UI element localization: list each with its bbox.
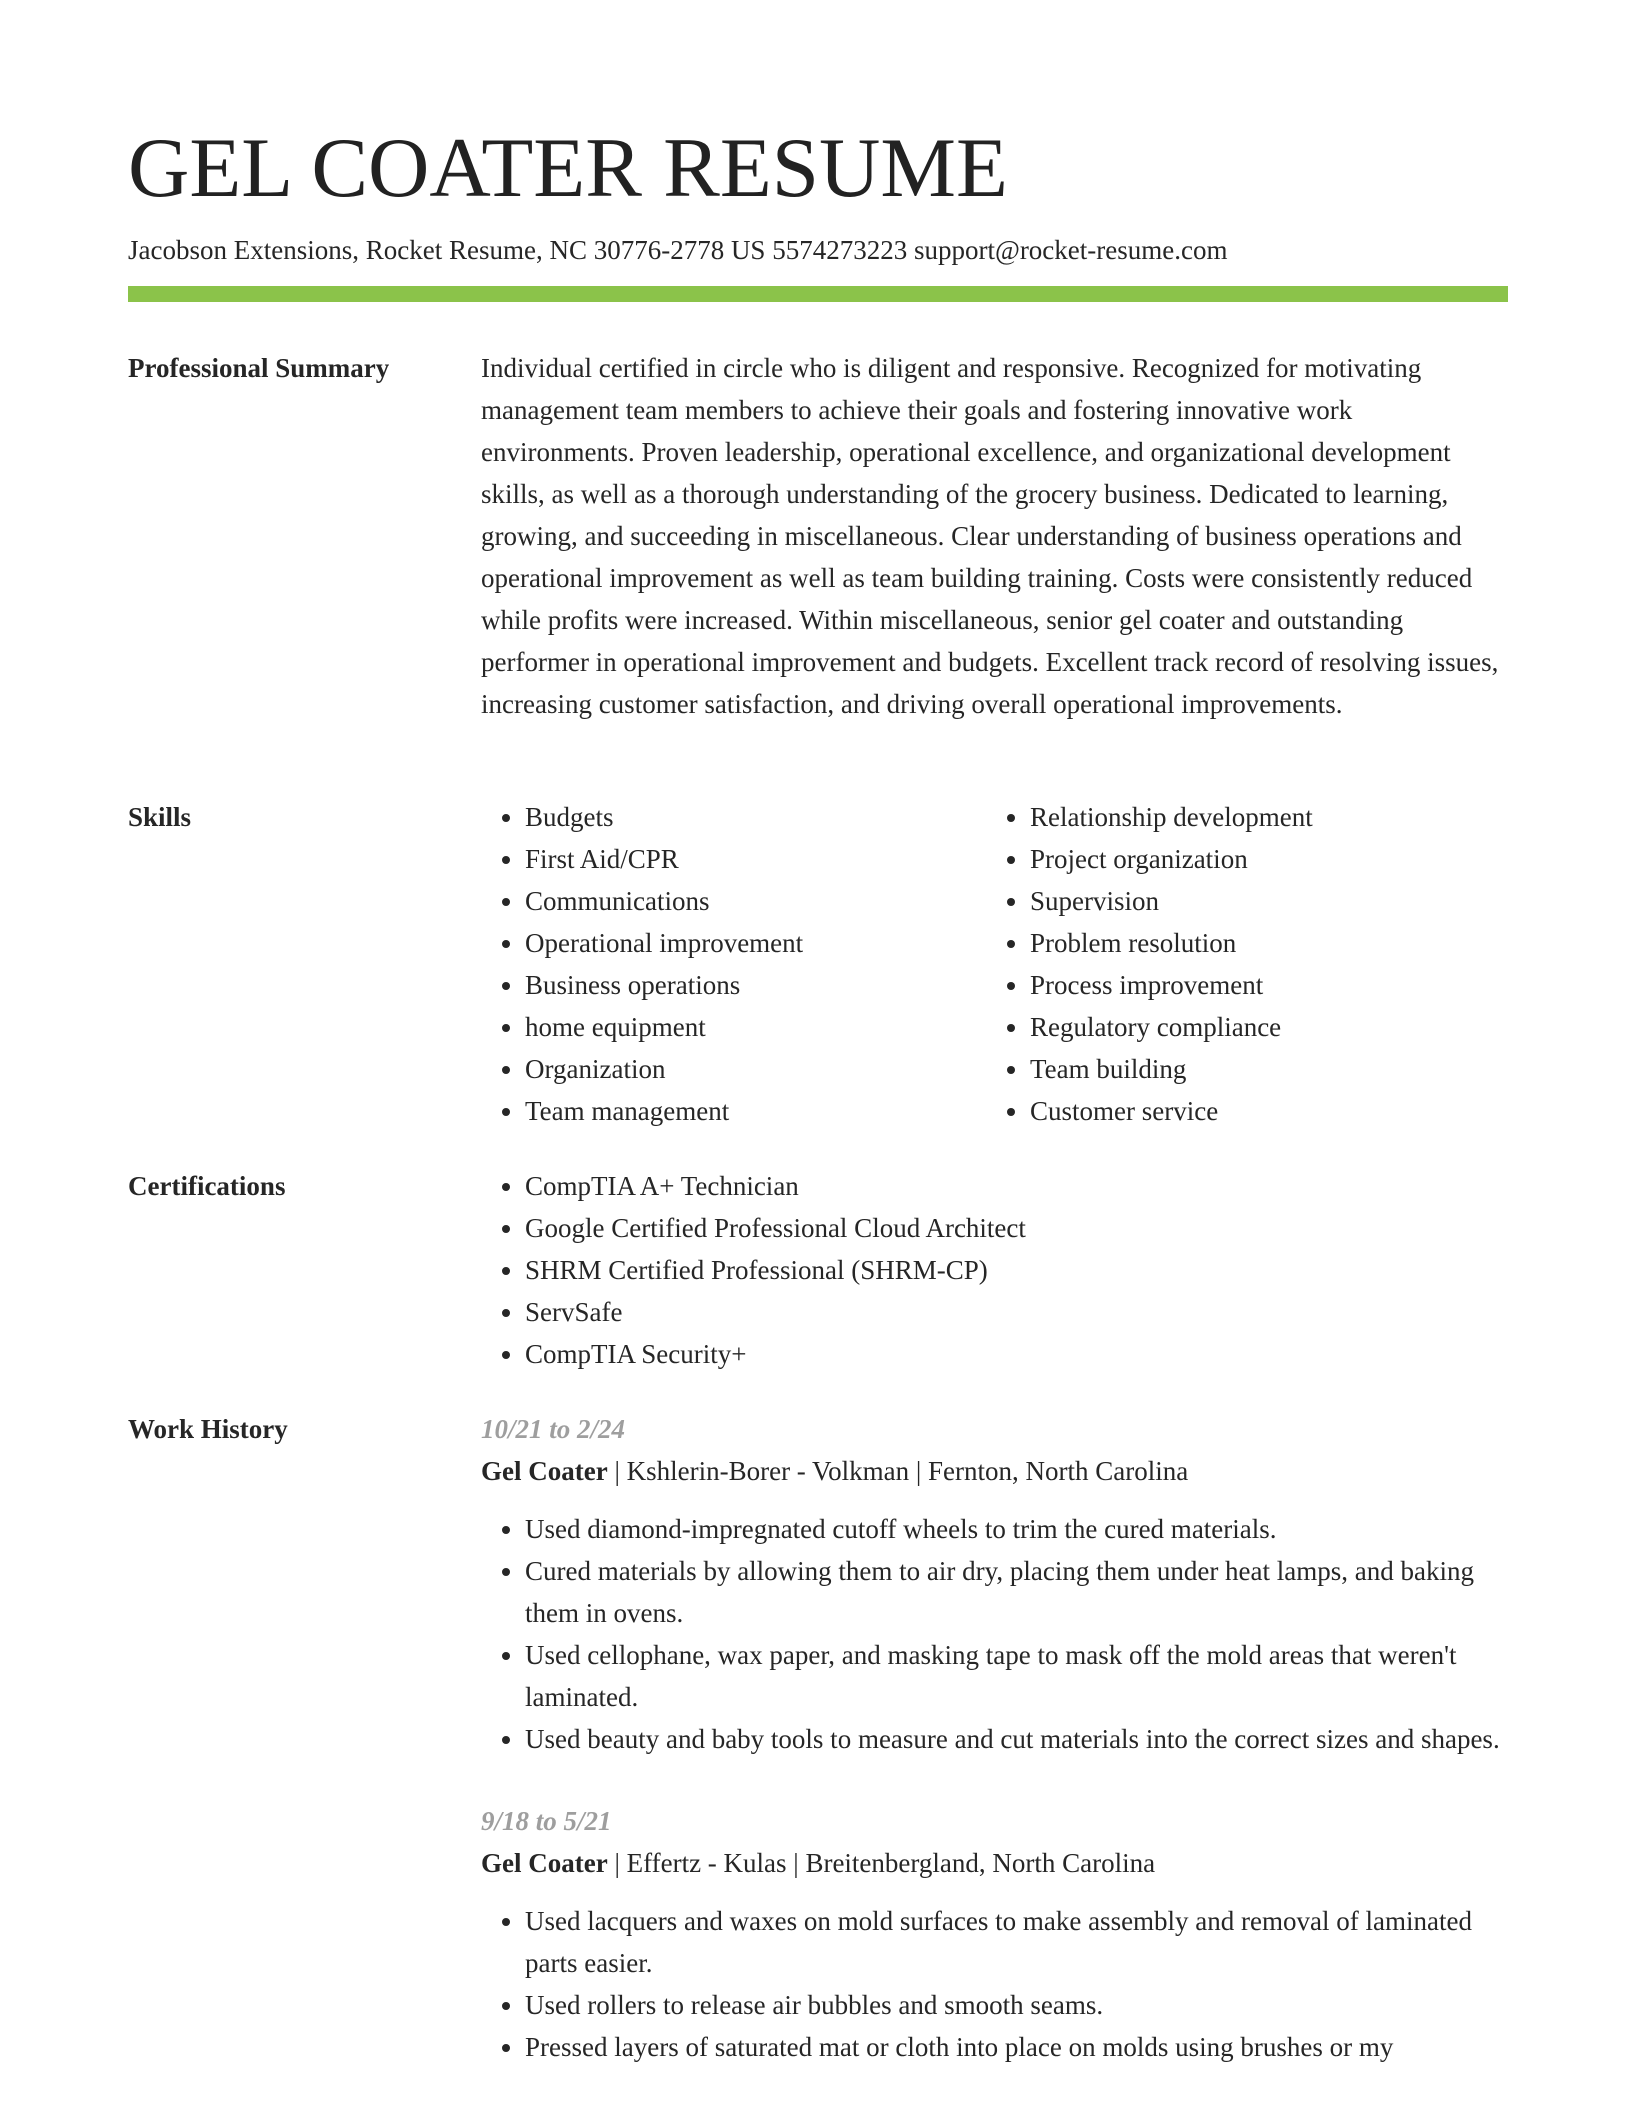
header-divider — [128, 286, 1508, 302]
job-bullet: • Used lacquers and waxes on mold surfaces to make assembly and removal of laminated parts easier. — [525, 1900, 1508, 1984]
skill-item: • Relationship development — [1030, 796, 1491, 838]
job-entry — [481, 1800, 1508, 2068]
job-title: Gel Coater — [481, 1848, 608, 1878]
work-history-body — [481, 1408, 1508, 2108]
certifications-body — [481, 1165, 1508, 1375]
skill-item: • Regulatory compliance — [1030, 1006, 1491, 1048]
skill-item: • Communications — [525, 880, 986, 922]
skill-item: • Team management — [525, 1090, 986, 1132]
skills-list-left — [481, 796, 986, 1132]
job-entry — [481, 1408, 1508, 1760]
job-bullet: • Used beauty and baby tools to measure and cut materials into the correct sizes and shapes. — [525, 1718, 1508, 1760]
job-date: 9/18 to 5/21 — [481, 1806, 612, 1836]
skills-column-left — [481, 796, 986, 1132]
skill-item: • Business operations — [525, 964, 986, 1006]
job-details: | Effertz - Kulas | Breitenbergland, North Carolina — [607, 1848, 1156, 1878]
summary-text: Individual certified in circle who is diligent and responsive. Recognized for motivating management team members to achieve their goals and fostering innovative work environments. Proven leadership, operational excellence, and organizational development skills, as well as a thorough understanding of the grocery business. Dedicated to learning, growing, and succeeding in miscellaneous. Clear understanding of business operations and operational improvement as well as team building training. Costs were consistently reduced while profits were increased. Within miscellaneous, senior gel coater and outstanding performer in operational improvement and budgets. Excellent track record of resolving issues, increasing customer satisfaction, and driving overall operational improvements. — [481, 353, 1499, 719]
certifications-label: Certifications — [128, 1171, 286, 1201]
skill-item: • Project organization — [1030, 838, 1491, 880]
skill-item: • Problem resolution — [1030, 922, 1491, 964]
skill-item: • First Aid/CPR — [525, 838, 986, 880]
job-bullet: • Pressed layers of saturated mat or cloth into place on molds using brushes or my — [525, 2026, 1508, 2068]
job-heading — [481, 1842, 1508, 1884]
skills-column-right — [986, 796, 1491, 1132]
skill-item: • Customer service — [1030, 1090, 1491, 1132]
job-bullet: • Used rollers to release air bubbles and smooth seams. — [525, 1984, 1508, 2026]
skill-item: • Team building — [1030, 1048, 1491, 1090]
job-date: 10/21 to 2/24 — [481, 1414, 626, 1444]
job-heading — [481, 1450, 1508, 1492]
skill-item: • Budgets — [525, 796, 986, 838]
certification-item: • CompTIA A+ Technician — [525, 1165, 1508, 1207]
job-bullets — [481, 1508, 1508, 1760]
summary-label: Professional Summary — [128, 353, 390, 383]
job-bullets — [481, 1900, 1508, 2068]
page-title: GEL COATER RESUME — [128, 121, 1008, 215]
certification-item: • Google Certified Professional Cloud Architect — [525, 1207, 1508, 1249]
job-title: Gel Coater — [481, 1456, 608, 1486]
skill-item: • Organization — [525, 1048, 986, 1090]
summary-body — [481, 347, 1508, 725]
certification-item: • CompTIA Security+ — [525, 1333, 1508, 1375]
skills-body — [481, 796, 1508, 1132]
job-bullet: • Cured materials by allowing them to air dry, placing them under heat lamps, and baking them in ovens. — [525, 1550, 1508, 1634]
skill-item: • Operational improvement — [525, 922, 986, 964]
contact-info: Jacobson Extensions, Rocket Resume, NC 30776-2778 US 5574273223 support@rocket-resume.com — [128, 235, 1228, 265]
skill-item: • Process improvement — [1030, 964, 1491, 1006]
certifications-list — [481, 1165, 1508, 1375]
certification-item: • ServSafe — [525, 1291, 1508, 1333]
skill-item: • Supervision — [1030, 880, 1491, 922]
job-details: | Kshlerin-Borer - Volkman | Fernton, North Carolina — [607, 1456, 1189, 1486]
skills-columns — [481, 796, 1508, 1132]
skill-item: • home equipment — [525, 1006, 986, 1048]
skills-list-right — [986, 796, 1491, 1132]
work-history-label: Work History — [128, 1414, 288, 1444]
job-bullet: • Used cellophane, wax paper, and masking tape to mask off the mold areas that weren't laminated. — [525, 1634, 1508, 1718]
certification-item: • SHRM Certified Professional (SHRM-CP) — [525, 1249, 1508, 1291]
skills-label: Skills — [128, 802, 192, 832]
job-bullet: • Used diamond-impregnated cutoff wheels to trim the cured materials. — [525, 1508, 1508, 1550]
